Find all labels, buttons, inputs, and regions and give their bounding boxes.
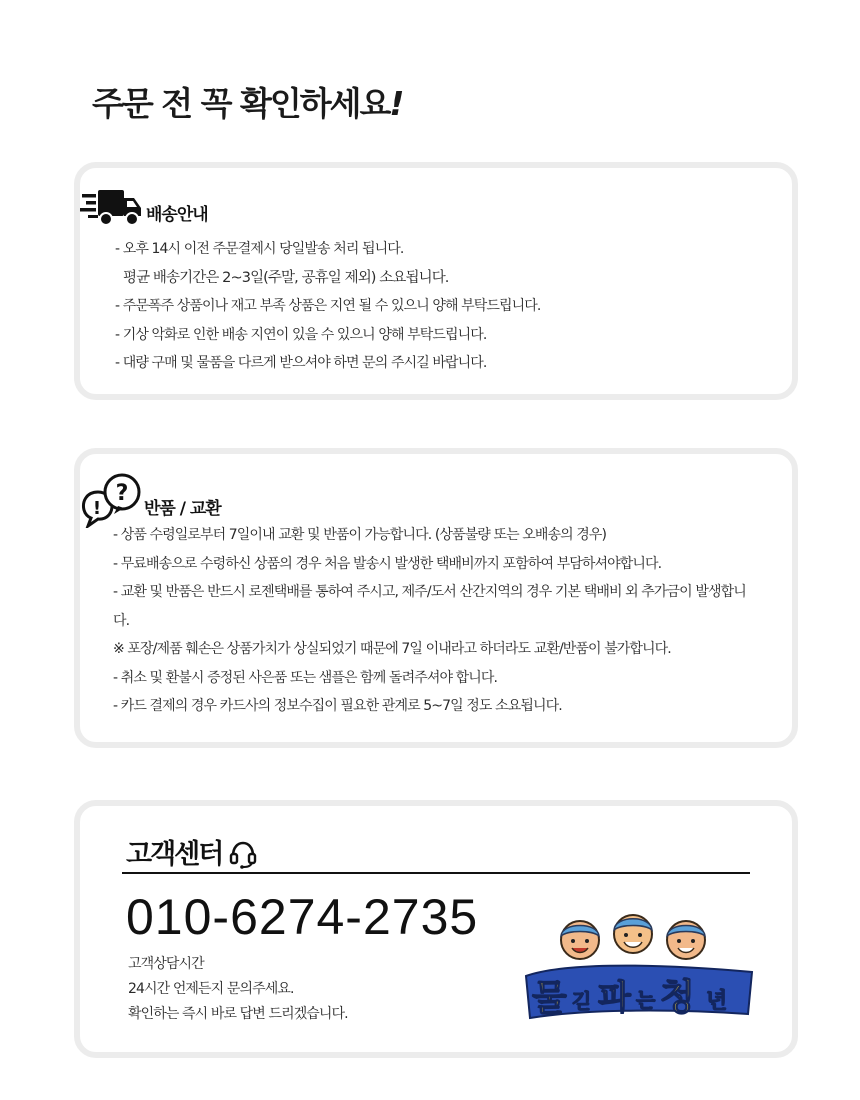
headset-icon [228, 839, 258, 869]
face-right [667, 921, 705, 959]
shipping-header [80, 186, 208, 230]
svg-text:?: ? [115, 481, 129, 506]
list-item: - 카드 결제의 경우 카드사의 정보수집이 필요한 관계로 5~7일 정도 소요됩니다. [113, 698, 562, 714]
question-exclamation-bubble-icon [80, 472, 142, 528]
page-title-text: 주문 전 꼭 확인하세요 [92, 84, 390, 123]
page-title-mark: ! [389, 84, 403, 123]
logo-char: 긷 [572, 989, 592, 1013]
face-left [561, 921, 599, 959]
face-middle [614, 915, 652, 953]
shipping-list [115, 235, 540, 378]
list-item: - 상품 수령일로부터 7일이내 교환 및 반품이 가능합니다. (상품불량 또는 오배송의 경우) [113, 527, 607, 543]
list-item: - 주문폭주 상품이나 재고 부족 상품은 지연 될 수 있으니 양해 부탁드립니다. [115, 298, 541, 314]
list-item: - 대량 구매 및 물품을 다르게 받으셔야 하면 문의 주시길 바랍니다. [115, 355, 487, 371]
list-item: - 기상 악화로 인한 배송 지연이 있을 수 있으니 양해 부탁드립니다. [115, 326, 487, 343]
return-title: 반품 / 교환 [144, 499, 221, 519]
info-line: 확인하는 즉시 바로 답변 드리겠습니다. [128, 1006, 348, 1022]
logo-char: 파 [598, 978, 631, 1018]
list-item: - 오후 14시 이전 주문결제시 당일발송 처리 됩니다. [115, 241, 404, 257]
return-header [80, 472, 221, 528]
delivery-truck-icon [80, 186, 142, 230]
customer-center-header [126, 832, 258, 871]
logo-char: 년 [706, 989, 728, 1014]
return-list [113, 521, 761, 721]
logo-char: 물 [532, 978, 567, 1019]
list-item: 평균 배송기간은 2~3일(주말, 공휴일 제외) 소요됩니다. [123, 269, 449, 286]
logo-char: 는 [636, 988, 656, 1012]
list-item: - 취소 및 환불시 증정된 사은품 또는 샘플은 함께 돌려주셔야 합니다. [113, 669, 498, 686]
brand-logo [520, 910, 760, 1026]
info-line: 고객상담시간 [128, 956, 204, 972]
customer-center-info [128, 952, 348, 1027]
phone-number[interactable]: 010-6274-2735 [126, 889, 479, 945]
customer-center-divider [122, 872, 750, 874]
list-item: ※ 포장/제품 훼손은 상품가치가 상실되었기 때문에 7일 이내라고 하더라도 교환/반품이 불가합니다. [113, 641, 671, 657]
list-item: - 무료배송으로 수령하신 상품의 경우 처음 발송시 발생한 택배비까지 포함하여 부담하셔야합니다. [113, 555, 662, 572]
page-title [92, 78, 402, 125]
svg-text:!: ! [92, 498, 102, 519]
logo-char: 청 [660, 977, 695, 1018]
info-line: 24시간 언제든지 문의주세요. [128, 981, 294, 997]
customer-center-title: 고객센터 [126, 839, 223, 870]
list-item: - 교환 및 반품은 반드시 로젠택배를 통하여 주시고, 제주/도서 산간지역의 경우 기본 택배비 외 추가금이 발생합니다. [113, 584, 746, 629]
shipping-title: 배송안내 [146, 205, 208, 225]
